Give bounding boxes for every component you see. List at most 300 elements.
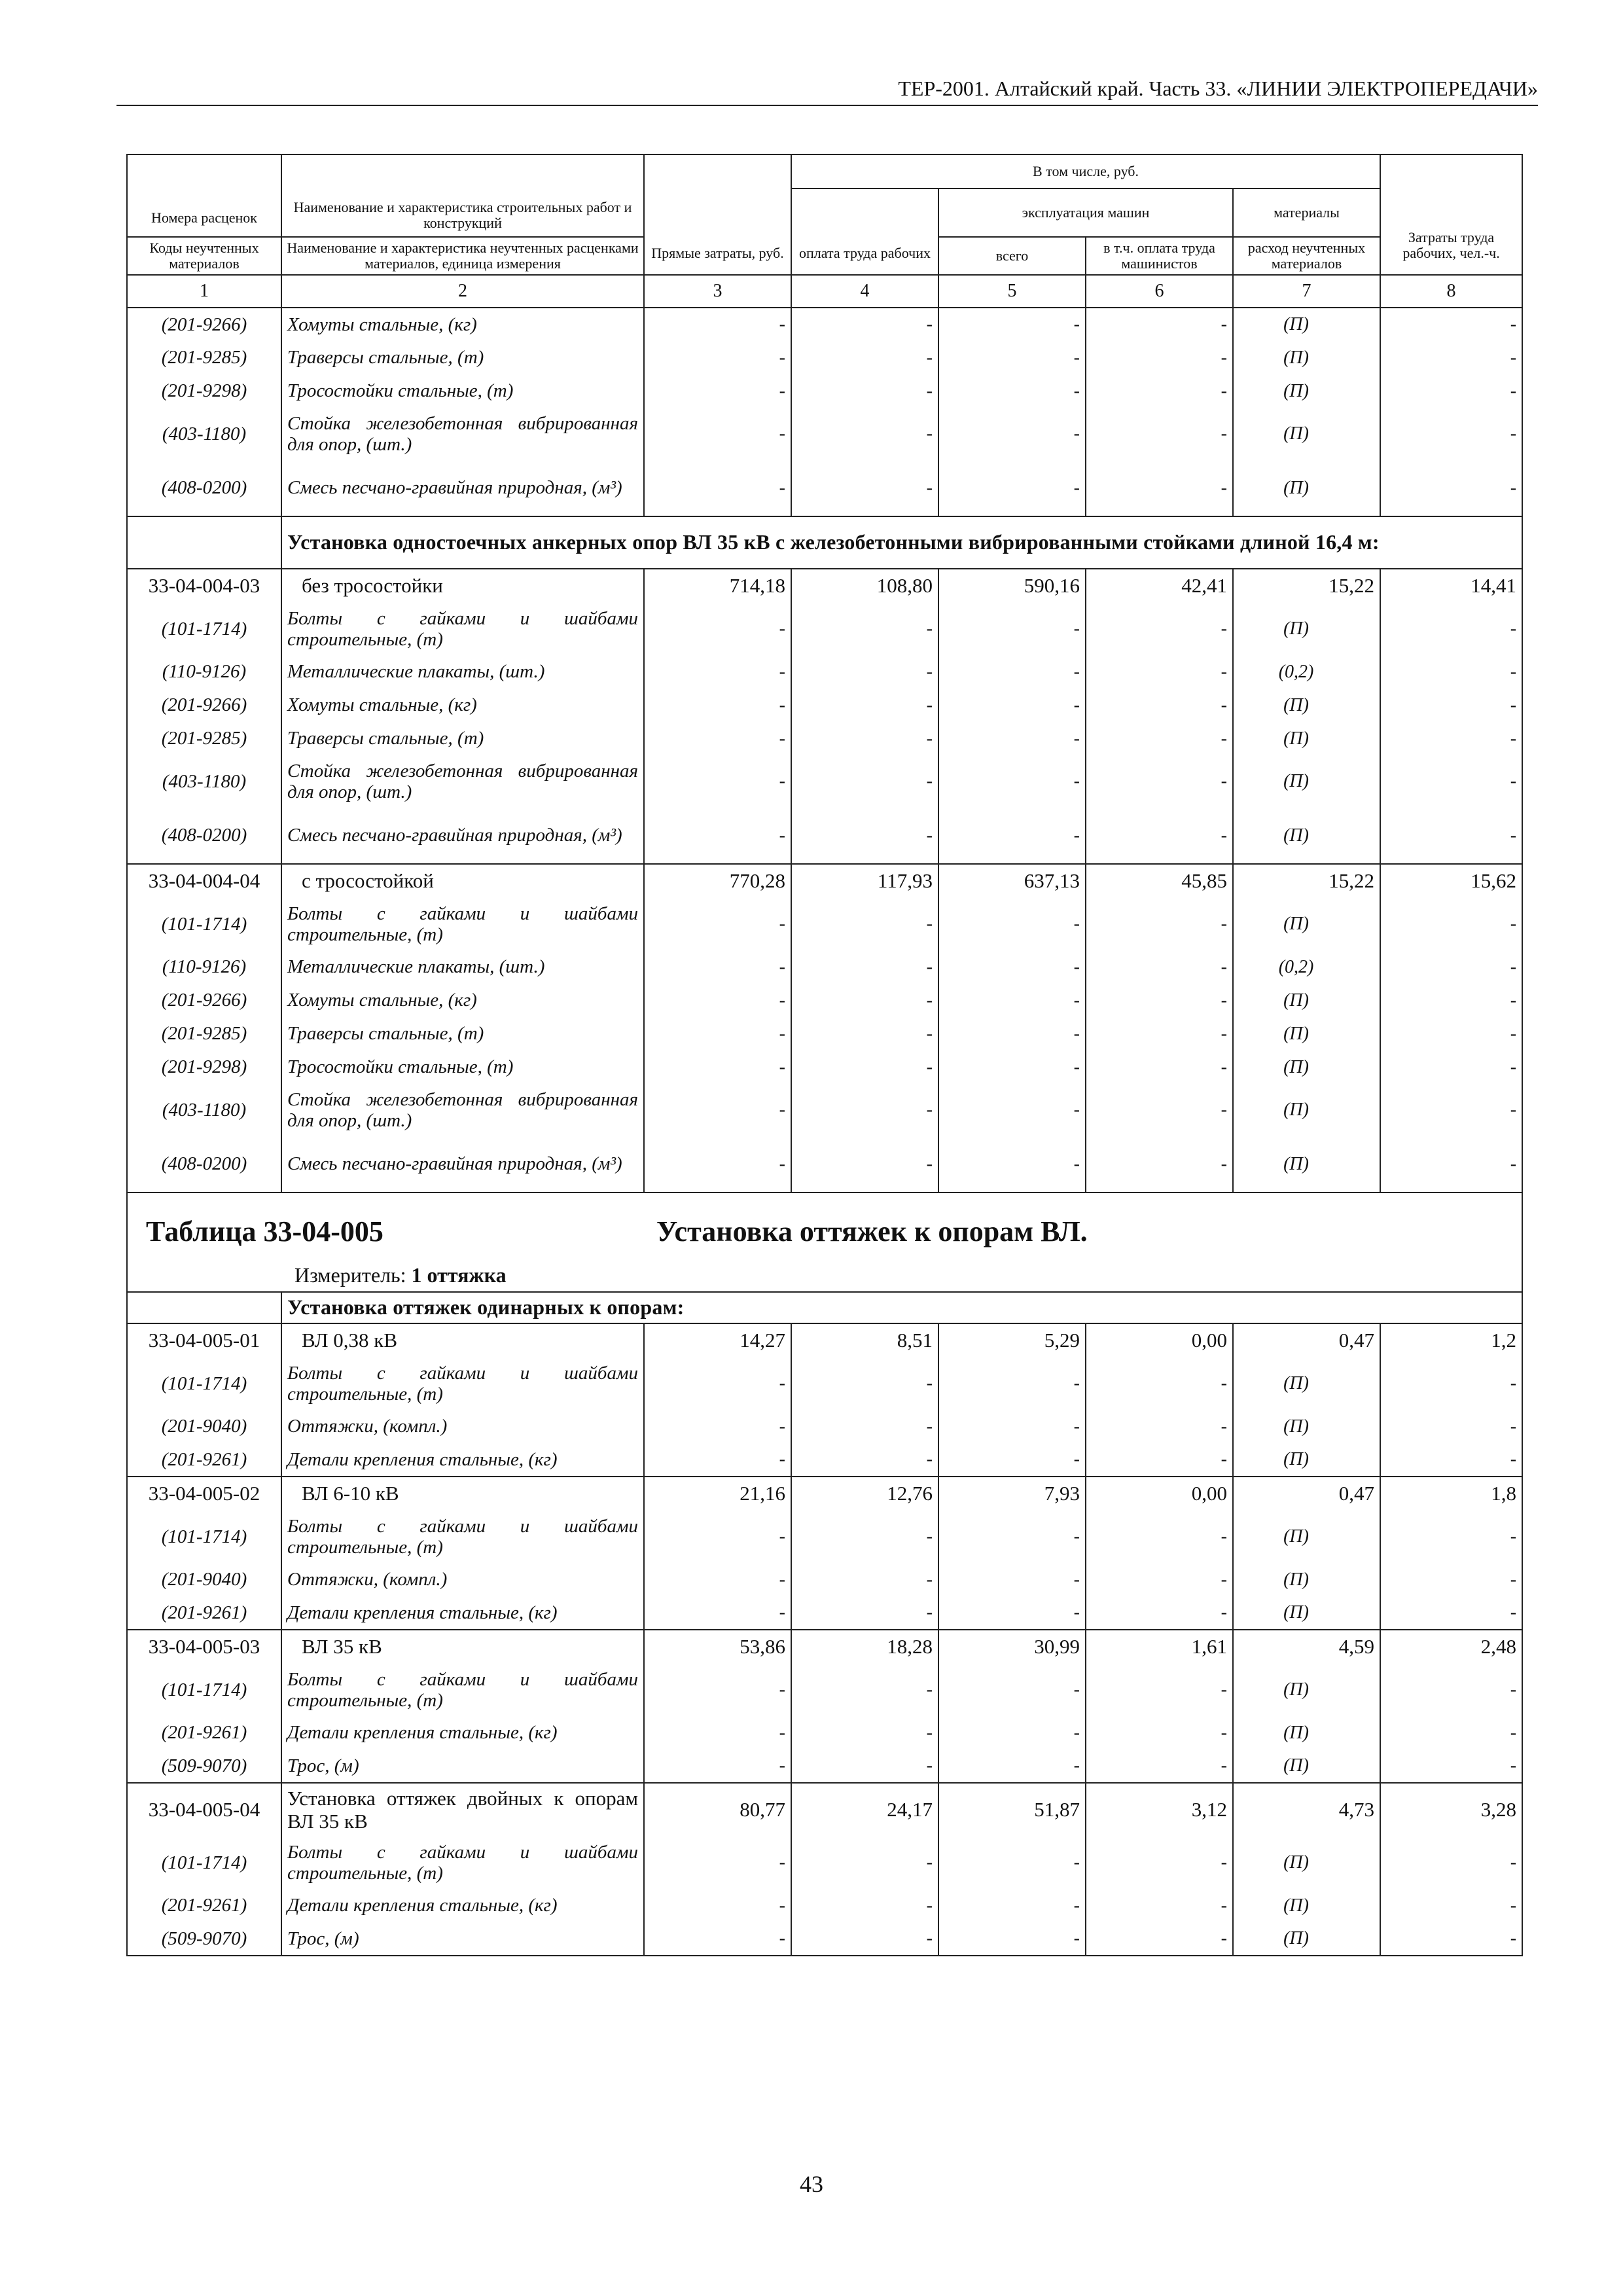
section-spacer xyxy=(127,516,281,569)
value-cell: - xyxy=(1380,1716,1522,1749)
rate-code: 33-04-005-04 xyxy=(127,1783,281,1837)
value-cell: - xyxy=(791,1922,938,1956)
value-cell: - xyxy=(938,755,1086,808)
material-code: (201-9266) xyxy=(127,984,281,1017)
value-cell: - xyxy=(1086,1664,1233,1716)
value-cell: (П) xyxy=(1233,1084,1380,1136)
material-row xyxy=(127,408,1522,460)
table-body xyxy=(127,308,1522,1956)
value-cell: - xyxy=(1086,603,1233,655)
page-number: 43 xyxy=(800,2171,823,2197)
column-number: 2 xyxy=(281,275,644,308)
value-cell: - xyxy=(938,408,1086,460)
material-description: Смесь песчано-гравийная природная, (м³) xyxy=(281,1136,644,1193)
value-cell: - xyxy=(938,1050,1086,1084)
value-cell: 0,47 xyxy=(1233,1323,1380,1357)
material-row xyxy=(127,808,1522,864)
value-cell: - xyxy=(644,808,791,864)
material-description: Трос, (м) xyxy=(281,1922,644,1956)
value-cell: - xyxy=(644,1136,791,1193)
value-cell: - xyxy=(791,374,938,408)
rate-code: 33-04-005-03 xyxy=(127,1630,281,1664)
value-cell: - xyxy=(1086,1837,1233,1889)
value-cell: - xyxy=(791,1563,938,1596)
rate-description: без тросостойки xyxy=(281,569,644,603)
material-code: (101-1714) xyxy=(127,1837,281,1889)
material-code: (201-9285) xyxy=(127,341,281,374)
value-cell: 0,00 xyxy=(1086,1323,1233,1357)
value-cell: 42,41 xyxy=(1086,569,1233,603)
value-cell: - xyxy=(644,1017,791,1050)
value-cell: (П) xyxy=(1233,408,1380,460)
material-description: Детали крепления стальные, (кг) xyxy=(281,1716,644,1749)
column-number: 1 xyxy=(127,275,281,308)
value-cell: - xyxy=(938,1443,1086,1477)
material-code: (110-9126) xyxy=(127,950,281,984)
material-row xyxy=(127,374,1522,408)
value-cell: - xyxy=(644,1716,791,1749)
value-cell: 1,8 xyxy=(1380,1477,1522,1511)
value-cell: - xyxy=(1380,460,1522,516)
material-code: (201-9285) xyxy=(127,1017,281,1050)
material-code: (201-9261) xyxy=(127,1716,281,1749)
value-cell: - xyxy=(791,341,938,374)
rate-row xyxy=(127,1477,1522,1511)
column-numbers-row xyxy=(127,275,1522,308)
material-description: Стойка железобетонная вибрированная для опор, (шт.) xyxy=(281,1084,644,1136)
value-cell: (П) xyxy=(1233,1511,1380,1563)
value-cell: 108,80 xyxy=(791,569,938,603)
value-cell: - xyxy=(1380,808,1522,864)
material-code: (201-9298) xyxy=(127,374,281,408)
value-cell: (П) xyxy=(1233,689,1380,722)
value-cell: - xyxy=(1086,689,1233,722)
material-description: Болты с гайками и шайбами строительные, (т) xyxy=(281,1357,644,1410)
value-cell: - xyxy=(644,984,791,1017)
material-row xyxy=(127,1922,1522,1956)
rate-description: ВЛ 35 кВ xyxy=(281,1630,644,1664)
value-cell: 15,22 xyxy=(1233,569,1380,603)
column-number: 4 xyxy=(791,275,938,308)
material-code: (201-9040) xyxy=(127,1563,281,1596)
material-description: Смесь песчано-гравийная природная, (м³) xyxy=(281,808,644,864)
value-cell: 14,41 xyxy=(1380,569,1522,603)
col7-header: расход неучтенных материалов xyxy=(1233,237,1380,275)
value-cell: - xyxy=(938,1017,1086,1050)
value-cell: 4,73 xyxy=(1233,1783,1380,1837)
value-cell: - xyxy=(791,1716,938,1749)
value-cell: - xyxy=(1086,755,1233,808)
value-cell: - xyxy=(1086,722,1233,755)
value-cell: - xyxy=(1380,1084,1522,1136)
value-cell: - xyxy=(1380,603,1522,655)
value-cell: 14,27 xyxy=(644,1323,791,1357)
rate-code: 33-04-004-04 xyxy=(127,864,281,898)
material-row xyxy=(127,1443,1522,1477)
value-cell: - xyxy=(1086,950,1233,984)
material-code: (201-9040) xyxy=(127,1410,281,1443)
value-cell: (П) xyxy=(1233,460,1380,516)
material-code: (403-1180) xyxy=(127,1084,281,1136)
material-description: Болты с гайками и шайбами строительные, (т) xyxy=(281,1837,644,1889)
value-cell: - xyxy=(644,1050,791,1084)
value-cell: 1,2 xyxy=(1380,1323,1522,1357)
value-cell: - xyxy=(791,1443,938,1477)
value-cell: 30,99 xyxy=(938,1630,1086,1664)
value-cell: 5,29 xyxy=(938,1323,1086,1357)
value-cell: (П) xyxy=(1233,1889,1380,1922)
col2-bottom-header: Наименование и характеристика неучтенных расценками материалов, единица измерения xyxy=(281,237,644,275)
material-row xyxy=(127,1889,1522,1922)
value-cell: - xyxy=(791,1837,938,1889)
value-cell: - xyxy=(938,1889,1086,1922)
material-row xyxy=(127,1511,1522,1563)
value-cell: - xyxy=(791,898,938,950)
value-cell: - xyxy=(791,1357,938,1410)
value-cell: - xyxy=(938,308,1086,341)
value-cell: - xyxy=(791,950,938,984)
value-cell: 51,87 xyxy=(938,1783,1086,1837)
value-cell: (П) xyxy=(1233,1443,1380,1477)
value-cell: - xyxy=(1086,308,1233,341)
value-cell: - xyxy=(938,722,1086,755)
value-cell: - xyxy=(1086,1136,1233,1193)
value-cell: - xyxy=(791,1136,938,1193)
material-row xyxy=(127,1664,1522,1716)
material-description: Траверсы стальные, (т) xyxy=(281,1017,644,1050)
value-cell: - xyxy=(938,1084,1086,1136)
value-cell: (П) xyxy=(1233,898,1380,950)
value-cell: - xyxy=(791,460,938,516)
value-cell: - xyxy=(1380,408,1522,460)
value-cell: (П) xyxy=(1233,1749,1380,1783)
value-cell: - xyxy=(1380,898,1522,950)
value-cell: - xyxy=(938,1410,1086,1443)
value-cell: 80,77 xyxy=(644,1783,791,1837)
value-cell: - xyxy=(644,722,791,755)
material-row xyxy=(127,1017,1522,1050)
value-cell: 1,61 xyxy=(1086,1630,1233,1664)
value-cell: - xyxy=(644,374,791,408)
value-cell: - xyxy=(644,408,791,460)
value-cell: - xyxy=(644,460,791,516)
value-cell: - xyxy=(1086,1749,1233,1783)
value-cell: - xyxy=(1380,1664,1522,1716)
value-cell: 714,18 xyxy=(644,569,791,603)
value-cell: (П) xyxy=(1233,1716,1380,1749)
value-cell: - xyxy=(1380,1443,1522,1477)
rate-row xyxy=(127,1323,1522,1357)
value-cell: - xyxy=(644,1596,791,1630)
value-cell: - xyxy=(791,1017,938,1050)
value-cell: - xyxy=(938,1922,1086,1956)
value-cell: - xyxy=(938,603,1086,655)
value-cell: - xyxy=(644,1664,791,1716)
value-cell: - xyxy=(1086,808,1233,864)
table-subtitle: Установка оттяжек к опорам ВЛ. xyxy=(656,1215,1088,1247)
value-cell: 24,17 xyxy=(791,1783,938,1837)
value-cell: 21,16 xyxy=(644,1477,791,1511)
material-code: (201-9298) xyxy=(127,1050,281,1084)
material-row xyxy=(127,1357,1522,1410)
value-cell: - xyxy=(1086,1596,1233,1630)
value-cell: - xyxy=(938,950,1086,984)
value-cell: - xyxy=(1380,950,1522,984)
value-cell: 15,62 xyxy=(1380,864,1522,898)
value-cell: 8,51 xyxy=(791,1323,938,1357)
material-code: (110-9126) xyxy=(127,655,281,689)
value-cell: - xyxy=(1086,898,1233,950)
col8-header: Затраты труда рабочих, чел.-ч. xyxy=(1380,154,1522,275)
material-row xyxy=(127,460,1522,516)
value-cell: - xyxy=(644,603,791,655)
material-code: (201-9266) xyxy=(127,689,281,722)
value-cell: 7,93 xyxy=(938,1477,1086,1511)
material-code: (201-9261) xyxy=(127,1443,281,1477)
value-cell: (П) xyxy=(1233,1357,1380,1410)
value-cell: - xyxy=(644,755,791,808)
rates-table xyxy=(126,154,1523,1956)
value-cell: - xyxy=(1086,1443,1233,1477)
value-cell: - xyxy=(791,1749,938,1783)
material-code: (101-1714) xyxy=(127,1511,281,1563)
value-cell: - xyxy=(1086,1410,1233,1443)
material-description: Трос, (м) xyxy=(281,1749,644,1783)
value-cell: 0,00 xyxy=(1086,1477,1233,1511)
value-cell: - xyxy=(1380,1017,1522,1050)
value-cell: (П) xyxy=(1233,603,1380,655)
value-cell: - xyxy=(791,1664,938,1716)
value-cell: - xyxy=(1086,655,1233,689)
measure-unit xyxy=(294,1264,507,1287)
value-cell: - xyxy=(1380,1050,1522,1084)
value-cell: - xyxy=(644,341,791,374)
value-cell: - xyxy=(791,655,938,689)
value-cell: - xyxy=(938,460,1086,516)
material-description: Тросостойки стальные, (т) xyxy=(281,374,644,408)
value-cell: (П) xyxy=(1233,1563,1380,1596)
value-cell: - xyxy=(1086,341,1233,374)
value-cell: - xyxy=(938,341,1086,374)
value-cell: - xyxy=(1380,1357,1522,1410)
rate-code: 33-04-005-01 xyxy=(127,1323,281,1357)
value-cell: - xyxy=(791,755,938,808)
value-cell: - xyxy=(938,1749,1086,1783)
value-cell: (П) xyxy=(1233,722,1380,755)
value-cell: - xyxy=(791,1050,938,1084)
materials-header: материалы xyxy=(1233,188,1380,237)
rate-row xyxy=(127,864,1522,898)
material-description: Тросостойки стальные, (т) xyxy=(281,1050,644,1084)
page-header xyxy=(116,73,1538,106)
material-row xyxy=(127,603,1522,655)
table-title-row xyxy=(127,1193,1522,1292)
rate-row xyxy=(127,569,1522,603)
value-cell: - xyxy=(1380,1410,1522,1443)
value-cell: (П) xyxy=(1233,1050,1380,1084)
value-cell: - xyxy=(938,1664,1086,1716)
material-description: Металлические плакаты, (шт.) xyxy=(281,655,644,689)
value-cell: 590,16 xyxy=(938,569,1086,603)
material-row xyxy=(127,898,1522,950)
material-code: (408-0200) xyxy=(127,808,281,864)
column-number: 8 xyxy=(1380,275,1522,308)
table-title: Таблица 33-04-005 xyxy=(146,1215,383,1247)
material-description: Металлические плакаты, (шт.) xyxy=(281,950,644,984)
value-cell: (П) xyxy=(1233,808,1380,864)
material-row xyxy=(127,1563,1522,1596)
material-code: (201-9261) xyxy=(127,1889,281,1922)
value-cell: (П) xyxy=(1233,755,1380,808)
value-cell: - xyxy=(1380,1889,1522,1922)
col1-top-header: Номера расценок xyxy=(127,154,281,237)
value-cell: (П) xyxy=(1233,1410,1380,1443)
value-cell: - xyxy=(644,1511,791,1563)
value-cell: - xyxy=(1086,1563,1233,1596)
material-description: Смесь песчано-гравийная природная, (м³) xyxy=(281,460,644,516)
material-description: Хомуты стальные, (кг) xyxy=(281,308,644,341)
value-cell: (П) xyxy=(1233,984,1380,1017)
material-code: (509-9070) xyxy=(127,1749,281,1783)
material-code: (201-9285) xyxy=(127,722,281,755)
measure-unit-value: 1 оттяжка xyxy=(411,1263,507,1287)
value-cell: - xyxy=(644,1443,791,1477)
value-cell: 45,85 xyxy=(1086,864,1233,898)
value-cell: - xyxy=(791,808,938,864)
material-description: Хомуты стальные, (кг) xyxy=(281,984,644,1017)
value-cell: - xyxy=(1086,374,1233,408)
value-cell: (П) xyxy=(1233,1664,1380,1716)
value-cell: - xyxy=(938,1716,1086,1749)
material-row xyxy=(127,984,1522,1017)
material-code: (101-1714) xyxy=(127,603,281,655)
material-description: Хомуты стальные, (кг) xyxy=(281,689,644,722)
value-cell: - xyxy=(644,1357,791,1410)
value-cell: - xyxy=(938,1596,1086,1630)
value-cell: 18,28 xyxy=(791,1630,938,1664)
value-cell: (П) xyxy=(1233,341,1380,374)
section-title: Установка оттяжек одинарных к опорам: xyxy=(281,1292,1522,1323)
value-cell: - xyxy=(1086,1511,1233,1563)
col2-top-header: Наименование и характеристика строительных работ и конструкций xyxy=(281,154,644,237)
table-header xyxy=(127,154,1522,308)
value-cell: - xyxy=(938,1357,1086,1410)
section-row xyxy=(127,516,1522,569)
rate-row xyxy=(127,1630,1522,1664)
value-cell: - xyxy=(1086,1017,1233,1050)
column-number: 6 xyxy=(1086,275,1233,308)
material-row xyxy=(127,1749,1522,1783)
value-cell: - xyxy=(1380,755,1522,808)
col6-header: в т.ч. оплата труда машинистов xyxy=(1086,237,1233,275)
material-description: Стойка железобетонная вибрированная для опор, (шт.) xyxy=(281,755,644,808)
col1-bottom-header: Коды неучтенных материалов xyxy=(127,237,281,275)
value-cell: (П) xyxy=(1233,1017,1380,1050)
material-row xyxy=(127,1596,1522,1630)
material-code: (101-1714) xyxy=(127,898,281,950)
value-cell: - xyxy=(1086,1889,1233,1922)
value-cell: - xyxy=(938,808,1086,864)
material-description: Оттяжки, (компл.) xyxy=(281,1410,644,1443)
material-row xyxy=(127,655,1522,689)
column-number: 5 xyxy=(938,275,1086,308)
material-row xyxy=(127,755,1522,808)
value-cell: - xyxy=(644,1410,791,1443)
value-cell: - xyxy=(644,1749,791,1783)
value-cell: (0,2) xyxy=(1233,655,1380,689)
material-code: (101-1714) xyxy=(127,1664,281,1716)
value-cell: - xyxy=(938,984,1086,1017)
value-cell: 770,28 xyxy=(644,864,791,898)
material-row xyxy=(127,341,1522,374)
material-description: Стойка железобетонная вибрированная для опор, (шт.) xyxy=(281,408,644,460)
col3-header: Прямые затраты, руб. xyxy=(644,154,791,275)
material-code: (408-0200) xyxy=(127,1136,281,1193)
value-cell: (П) xyxy=(1233,308,1380,341)
rate-description: Установка оттяжек двойных к опорам ВЛ 35 кВ xyxy=(281,1783,644,1837)
rate-row xyxy=(127,1783,1522,1837)
value-cell: - xyxy=(938,1511,1086,1563)
value-cell: 3,12 xyxy=(1086,1783,1233,1837)
value-cell: (П) xyxy=(1233,1596,1380,1630)
material-description: Болты с гайками и шайбами строительные, (т) xyxy=(281,1664,644,1716)
value-cell: - xyxy=(1086,1084,1233,1136)
value-cell: - xyxy=(644,1837,791,1889)
material-row xyxy=(127,1084,1522,1136)
value-cell: - xyxy=(644,1889,791,1922)
value-cell: - xyxy=(791,1084,938,1136)
rate-description: ВЛ 6-10 кВ xyxy=(281,1477,644,1511)
value-cell: - xyxy=(1380,341,1522,374)
value-cell: (0,2) xyxy=(1233,950,1380,984)
rate-description: с тросостойкой xyxy=(281,864,644,898)
value-cell: - xyxy=(1380,1596,1522,1630)
value-cell: - xyxy=(644,689,791,722)
value-cell: - xyxy=(791,408,938,460)
value-cell: - xyxy=(1380,1922,1522,1956)
value-cell: - xyxy=(1380,1563,1522,1596)
rate-code: 33-04-004-03 xyxy=(127,569,281,603)
value-cell: 2,48 xyxy=(1380,1630,1522,1664)
value-cell: - xyxy=(1086,1922,1233,1956)
value-cell: - xyxy=(1380,984,1522,1017)
value-cell: - xyxy=(1086,1716,1233,1749)
material-description: Детали крепления стальные, (кг) xyxy=(281,1596,644,1630)
value-cell: - xyxy=(644,308,791,341)
value-cell: - xyxy=(1380,1136,1522,1193)
value-cell: - xyxy=(1380,1511,1522,1563)
material-code: (201-9261) xyxy=(127,1596,281,1630)
value-cell: - xyxy=(1086,460,1233,516)
col4-header: оплата труда рабочих xyxy=(791,188,938,275)
material-row xyxy=(127,1716,1522,1749)
material-description: Болты с гайками и шайбами строительные, (т) xyxy=(281,1511,644,1563)
value-cell: - xyxy=(938,374,1086,408)
value-cell: - xyxy=(644,898,791,950)
material-code: (403-1180) xyxy=(127,408,281,460)
value-cell: - xyxy=(791,1889,938,1922)
value-cell: - xyxy=(1380,1837,1522,1889)
material-row xyxy=(127,722,1522,755)
material-row xyxy=(127,1136,1522,1193)
value-cell: - xyxy=(791,1596,938,1630)
incl-header: В том числе, руб. xyxy=(791,154,1380,188)
value-cell: - xyxy=(1086,984,1233,1017)
material-description: Болты с гайками и шайбами строительные, (т) xyxy=(281,603,644,655)
value-cell: - xyxy=(791,603,938,655)
value-cell: - xyxy=(791,1410,938,1443)
value-cell: - xyxy=(791,1511,938,1563)
